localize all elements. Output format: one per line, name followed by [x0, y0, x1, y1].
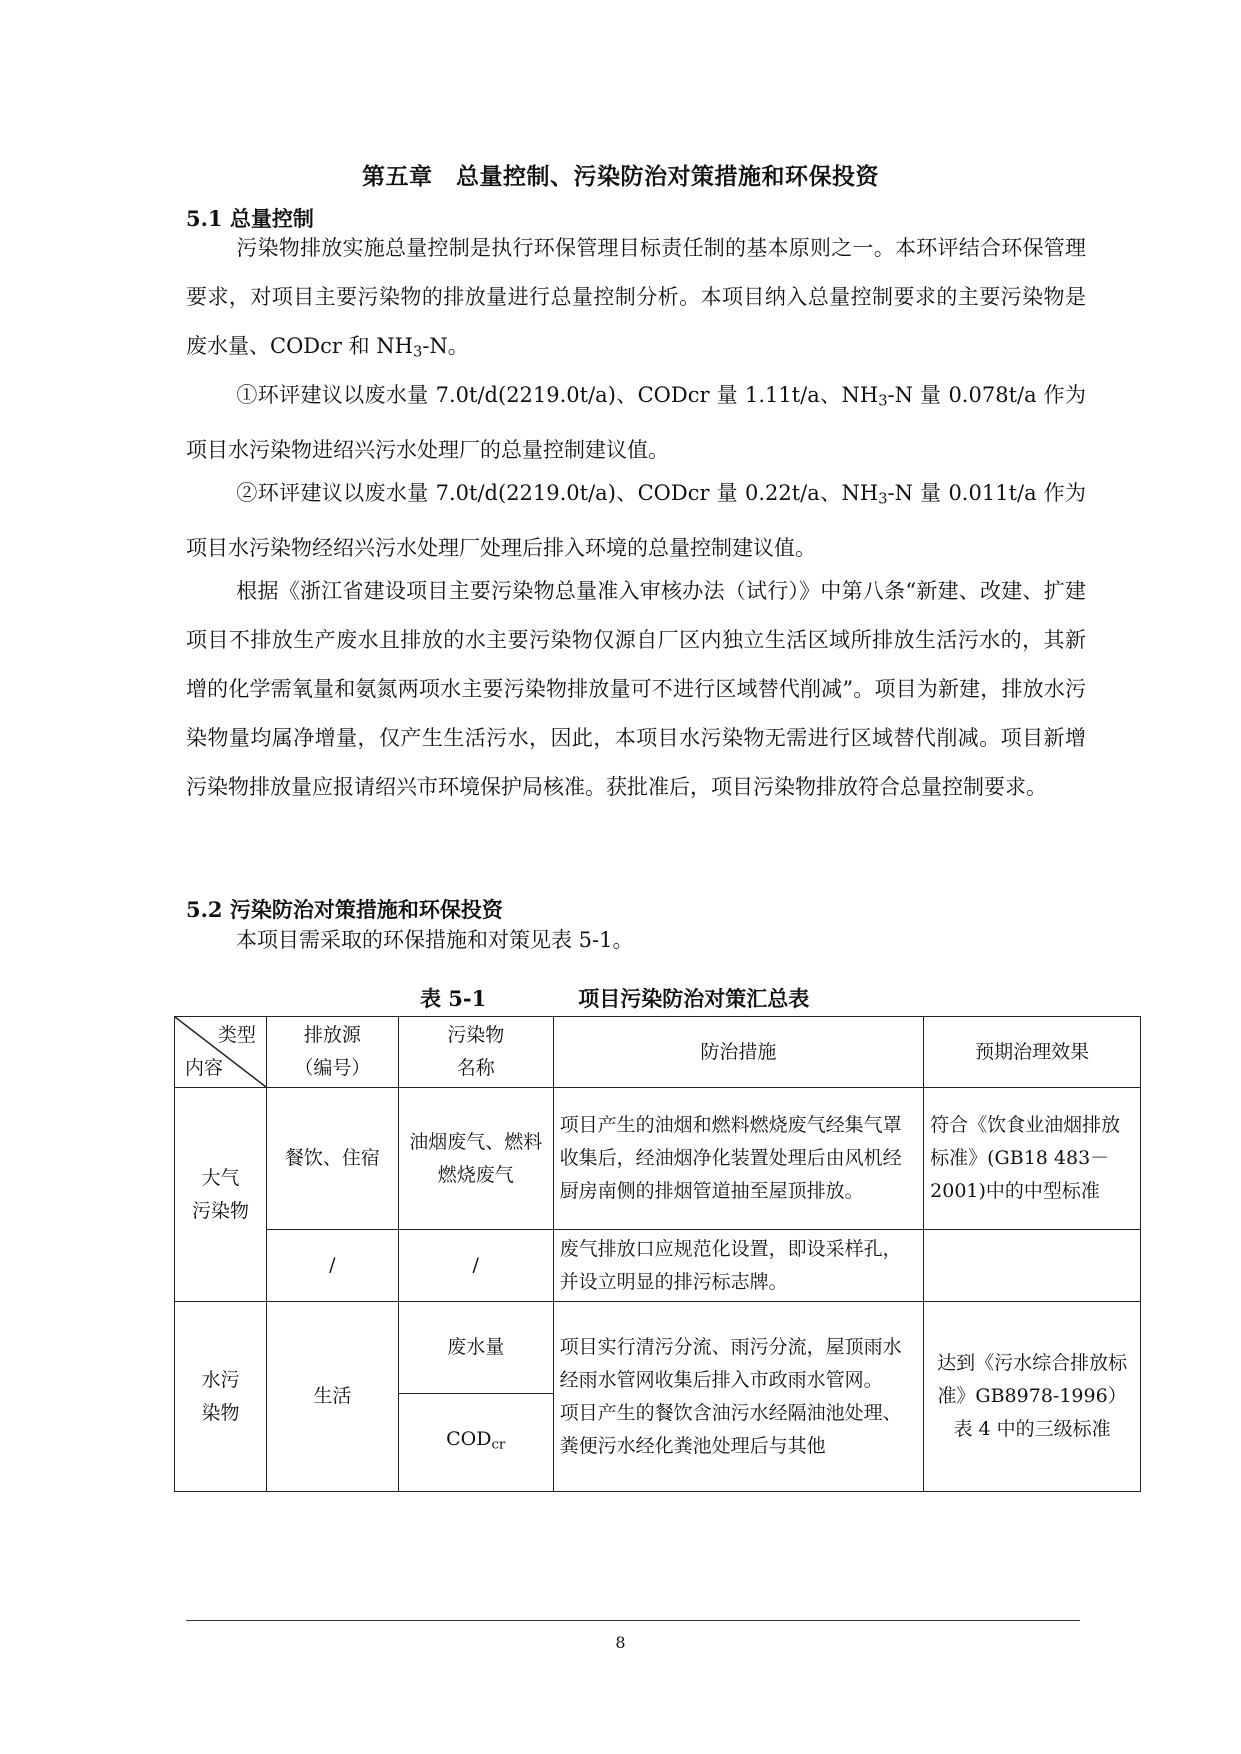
- header-pollutant-line1: 污染物: [447, 1024, 505, 1046]
- measure-cell: 项目产生的油烟和燃料燃烧废气经集气罩收集后，经油烟净化装置处理后由风机经厨房南侧的排烟管道抽至屋顶排放。: [553, 1088, 924, 1230]
- paragraph-text: ①环评建议以废水量 7.0t/d(2219.0t/a)、CODcr 量 1.11t/a、NH: [236, 383, 879, 407]
- section-heading-5-2: 5.2 污染防治对策措施和环保投资: [186, 897, 503, 922]
- header-source-line2: （编号）: [294, 1057, 371, 1079]
- pollutant-cell: 废水量: [398, 1302, 553, 1394]
- source-cell: 生活: [266, 1302, 398, 1492]
- paragraph-text: 污染物排放实施总量控制是执行环保管理目标责任制的基本原则之一。本环评结合环保管理要求，对项目主要污染物的排放量进行总量控制分析。本项目纳入总量控制要求的主要污染物是废水量、CODcr 和 NH: [186, 236, 1086, 358]
- corner-header-type: 类型: [217, 1024, 256, 1046]
- subscript: 3: [878, 392, 888, 410]
- measure-cell: 项目实行清污分流、雨污分流，屋顶雨水经雨水管网收集后排入市政雨水管网。 项目产生的餐饮含油污水经隔油池处理、粪便污水经化粪池处理后与其他: [553, 1302, 924, 1492]
- table-row: [175, 1230, 1141, 1302]
- pollution-control-table: [174, 1016, 1141, 1492]
- paragraph-text: 本项目需采取的环保措施和对策见表 5-1。: [236, 928, 634, 952]
- source-cell: 餐饮、住宿: [266, 1088, 398, 1230]
- header-source-line1: 排放源: [303, 1024, 361, 1046]
- table-number: 表 5-1: [420, 986, 487, 1011]
- table-row: [175, 1302, 1141, 1394]
- paragraph-suggestion-1: [186, 371, 1086, 475]
- paragraph-text: 根据《浙江省建设项目主要污染物总量准入审核办法（试行）》中第八条“新建、改建、扩建项目不排放生产废水且排放的水主要污染物仅源自厂区内独立生活区域所排放生活污水的，其新增的化学需氧量和氨氮两项水主要污染物排放量可不进行区域替代削减”。项目为新建，排放水污染物量均属净增量，仅产生生活污水，因此，本项目水污染物无需进行区域替代削减。项目新增污染物排放量应报请绍兴市环境保护局核准。获批准后，项目污染物排放符合总量控制要求。: [186, 579, 1086, 799]
- table-caption: [420, 983, 809, 1013]
- paragraph-regulation: [186, 567, 1086, 812]
- header-effect: 预期治理效果: [924, 1017, 1141, 1088]
- subscript: 3: [878, 490, 888, 508]
- effect-cell: 达到《污水综合排放标准》GB8978-1996）表 4 中的三级标准: [924, 1302, 1141, 1492]
- section-heading-5-1: 5.1 总量控制: [186, 206, 314, 231]
- table-row: [175, 1088, 1141, 1230]
- paragraph-suggestion-2: [186, 469, 1086, 573]
- effect-cell: [924, 1230, 1141, 1302]
- paragraph-text: ②环评建议以废水量 7.0t/d(2219.0t/a)、CODcr 量 0.22t/a、NH: [236, 481, 879, 505]
- pollutant-cod: COD: [446, 1428, 492, 1451]
- corner-header-cell: [175, 1017, 267, 1088]
- paragraph-text-end: -N。: [422, 334, 469, 358]
- paragraph-text-end: -N 量 0.078t/a 作为项目水污染物进绍兴污水处理厂的总量控制建议值。: [186, 383, 1086, 462]
- table-title: 项目污染防治对策汇总表: [578, 986, 810, 1011]
- chapter-title: 第五章 总量控制、污染防治对策措施和环保投资: [362, 163, 879, 190]
- pollutant-cell: 油烟废气、燃料燃烧废气: [398, 1088, 553, 1230]
- header-pollutant-line2: 名称: [456, 1057, 495, 1079]
- subscript: cr: [491, 1437, 506, 1453]
- type-water-cell: 水污 染物: [175, 1302, 267, 1492]
- paragraph-table-intro: [186, 916, 1086, 965]
- footer-rule: [186, 1620, 1080, 1621]
- type-air-cell: 大气 污染物: [175, 1088, 267, 1302]
- pollutant-cell: [398, 1394, 553, 1492]
- paragraph-total-control: [186, 224, 1086, 377]
- page-number: 8: [615, 1633, 626, 1652]
- source-cell: /: [266, 1230, 398, 1302]
- table-header-row: [175, 1017, 1141, 1088]
- pollutant-cell: /: [398, 1230, 553, 1302]
- header-source: [266, 1017, 398, 1088]
- subscript: 3: [412, 343, 423, 361]
- corner-header-content: 内容: [185, 1057, 224, 1079]
- header-pollutant: [398, 1017, 553, 1088]
- effect-cell: 符合《饮食业油烟排放标准》(GB18 483－2001)中的中型标准: [924, 1088, 1141, 1230]
- paragraph-text-end: -N 量 0.011t/a 作为项目水污染物经绍兴污水处理厂处理后排入环境的总量控制建议值。: [186, 481, 1086, 560]
- measure-cell: 废气排放口应规范化设置，即设采样孔，并设立明显的排污标志牌。: [553, 1230, 924, 1302]
- header-measures: 防治措施: [553, 1017, 924, 1088]
